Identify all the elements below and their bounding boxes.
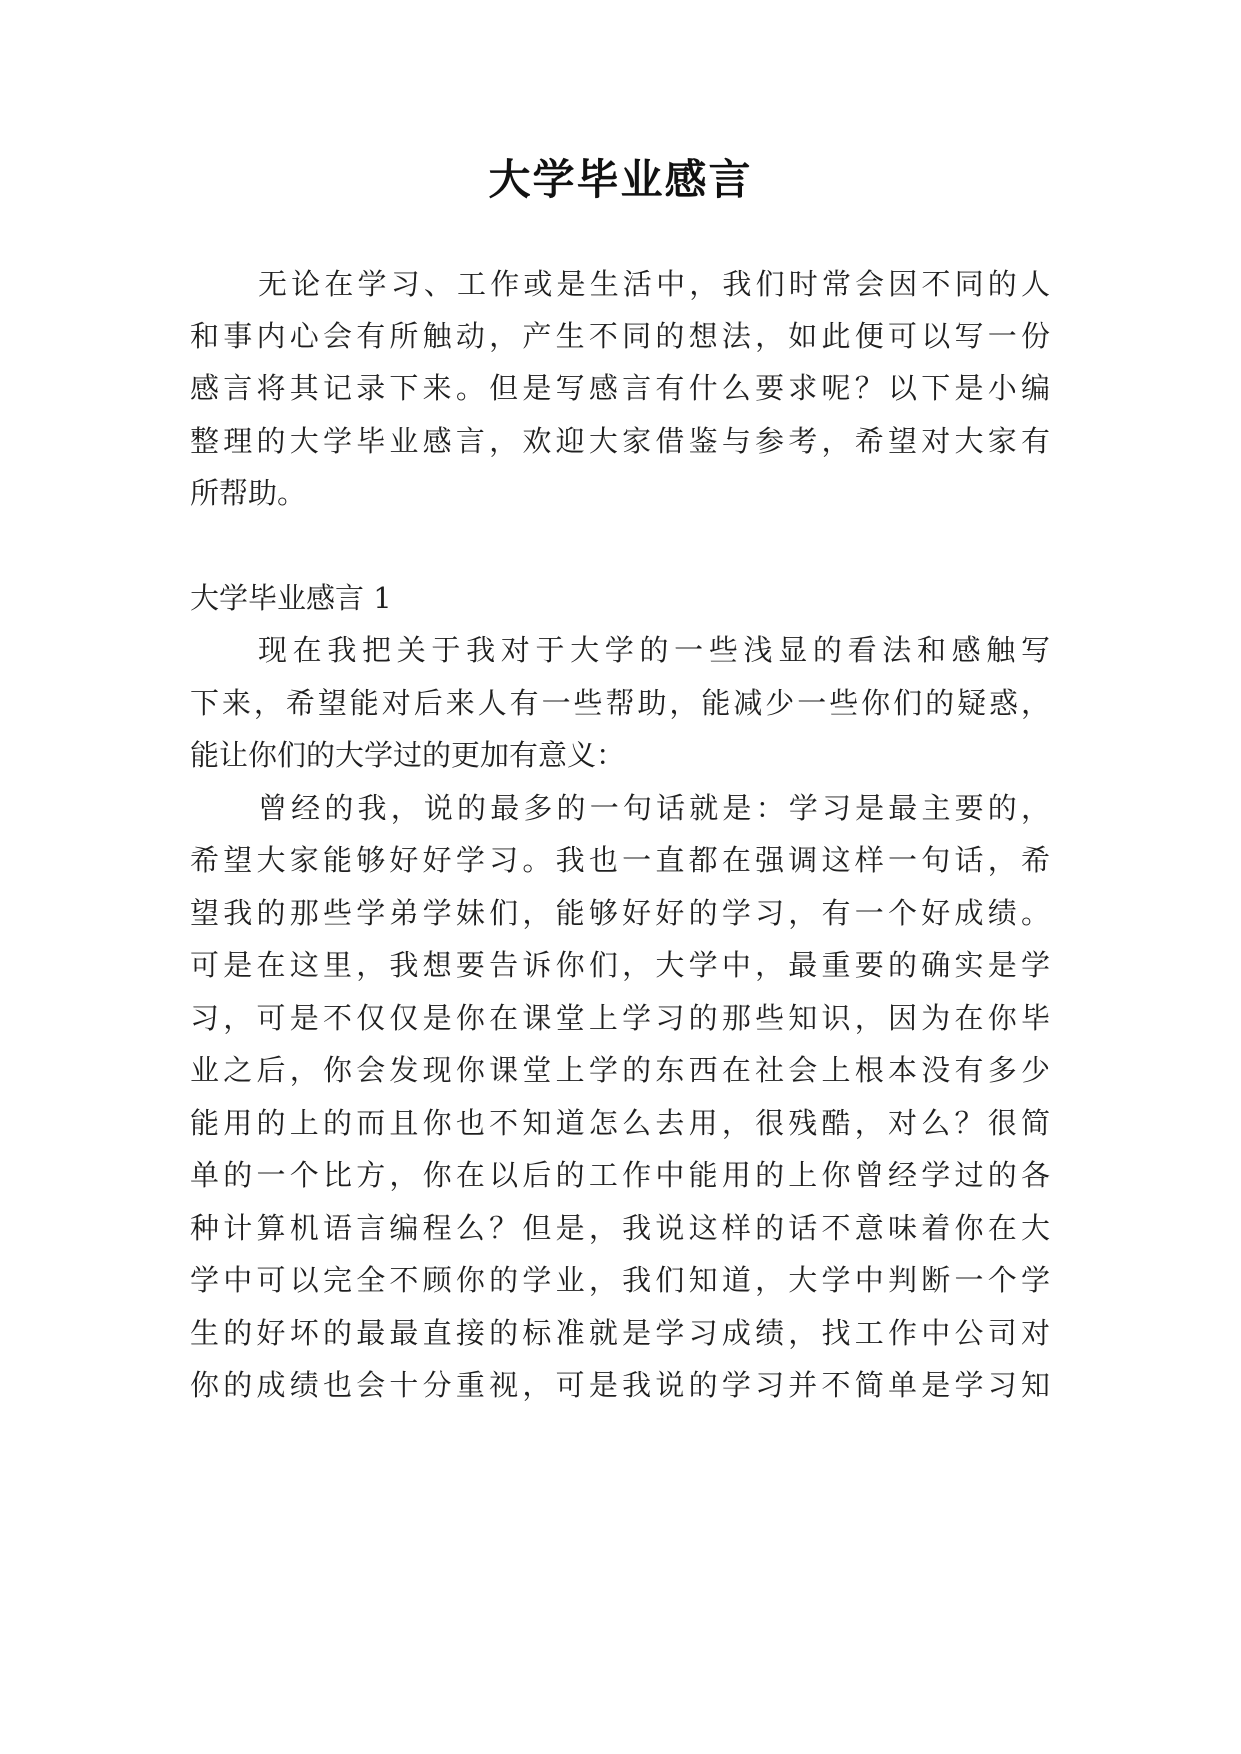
intro-line: 所帮助。 — [190, 476, 307, 510]
paragraph-line: 种计算机语言编程么？但是，我说这样的话不意味着你在大 — [190, 1211, 1050, 1245]
paragraph-line: 习，可是不仅仅是你在课堂上学习的那些知识，因为在你毕 — [190, 1001, 1050, 1035]
intro-line: 整理的大学毕业感言，欢迎大家借鉴与参考，希望对大家有 — [190, 424, 1050, 458]
intro-line: 感言将其记录下来。但是写感言有什么要求呢？以下是小编 — [190, 371, 1050, 405]
paragraph-line: 望我的那些学弟学妹们，能够好好的学习，有一个好成绩。 — [190, 896, 1050, 930]
paragraph-line: 单的一个比方，你在以后的工作中能用的上你曾经学过的各 — [190, 1158, 1050, 1192]
paragraph-line: 希望大家能够好好学习。我也一直都在强调这样一句话，希 — [190, 843, 1050, 877]
paragraph-line: 你的成绩也会十分重视，可是我说的学习并不简单是学习知 — [190, 1368, 1050, 1402]
paragraph-line: 现在我把关于我对于大学的一些浅显的看法和感触写 — [258, 633, 1050, 667]
paragraph-line: 业之后，你会发现你课堂上学的东西在社会上根本没有多少 — [190, 1053, 1050, 1087]
intro-line: 无论在学习、工作或是生活中，我们时常会因不同的人 — [258, 267, 1050, 301]
paragraph-line: 生的好坏的最最直接的标准就是学习成绩，找工作中公司对 — [190, 1316, 1050, 1350]
paragraph-line: 曾经的我，说的最多的一句话就是：学习是最主要的， — [258, 791, 1050, 825]
paragraph-line: 学中可以完全不顾你的学业，我们知道，大学中判断一个学 — [190, 1263, 1050, 1297]
section-heading: 大学毕业感言 1 — [190, 581, 392, 615]
intro-line: 和事内心会有所触动，产生不同的想法，如此便可以写一份 — [190, 319, 1050, 353]
paragraph-line: 能让你们的大学过的更加有意义： — [190, 738, 626, 772]
paragraph-line: 下来，希望能对后来人有一些帮助，能减少一些你们的疑惑， — [190, 686, 1050, 720]
paragraph-line: 能用的上的而且你也不知道怎么去用，很残酷，对么？很简 — [190, 1106, 1050, 1140]
page-title: 大学毕业感言 — [488, 155, 753, 204]
paragraph-line: 可是在这里，我想要告诉你们，大学中，最重要的确实是学 — [190, 948, 1050, 982]
